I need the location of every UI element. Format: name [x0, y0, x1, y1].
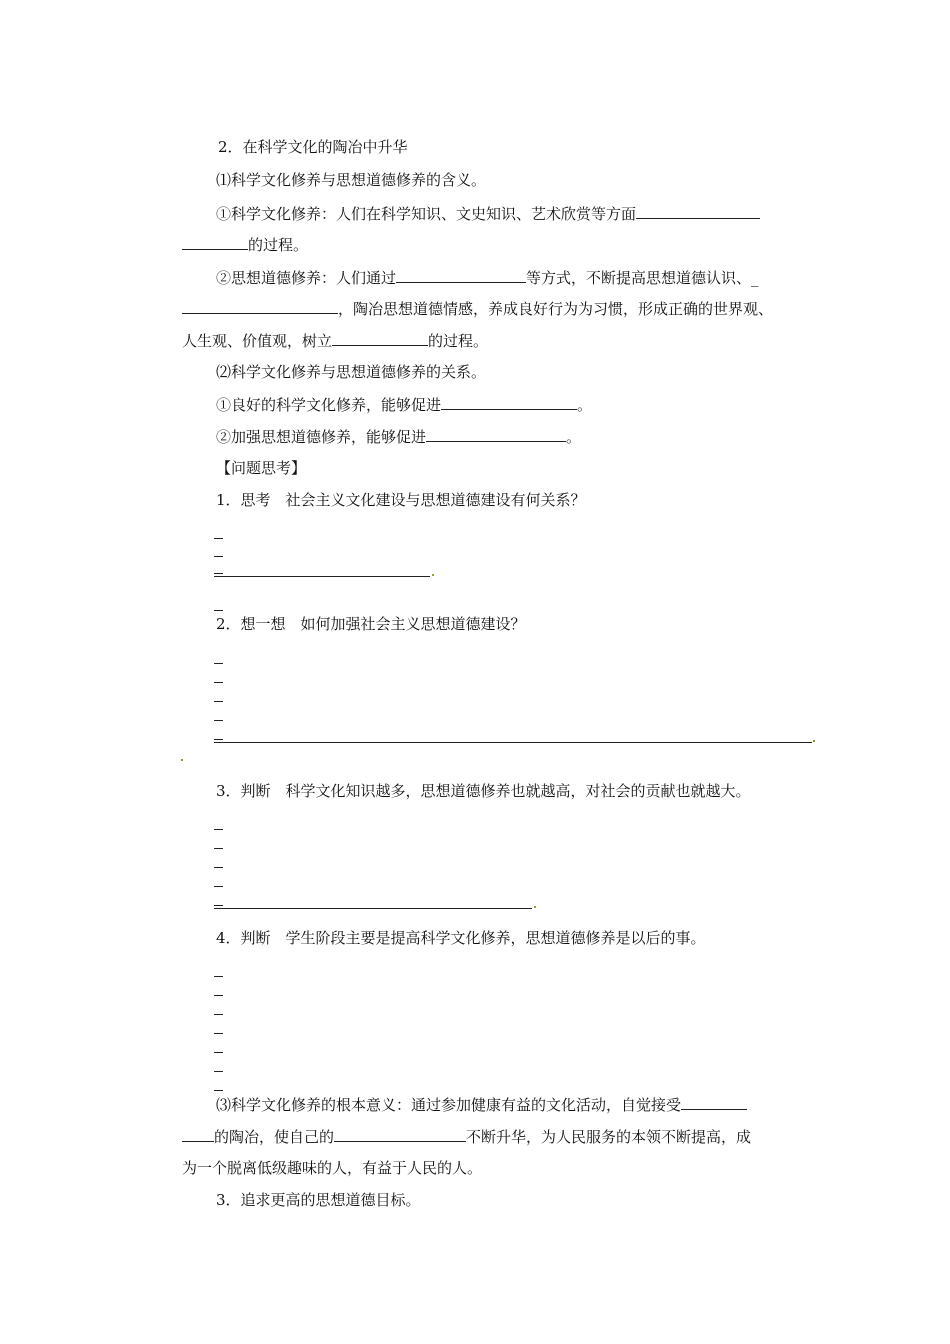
- section-2-title: 2．在科学文化的陶冶中升华: [218, 138, 408, 156]
- relation-2-end: 。: [566, 428, 582, 446]
- blank: [334, 1126, 466, 1142]
- answer-line: [214, 742, 812, 743]
- blank: [681, 1094, 747, 1110]
- item-2-text-cont: ，陶冶思想道德情感，养成良好行为为习惯，形成正确的世界观、: [338, 300, 774, 318]
- answer-dash: [214, 1014, 223, 1015]
- blank: [396, 267, 526, 283]
- answer-dash: [214, 905, 223, 906]
- question-1: 1．思考 社会主义文化建设与思想道德建设有何关系？: [216, 491, 586, 509]
- answer-dash: [214, 829, 223, 830]
- item-1-text-end: 的过程。: [248, 236, 309, 254]
- answer-dash: [214, 976, 223, 977]
- answer-dash: [214, 886, 223, 887]
- answer-dash: [214, 720, 223, 721]
- question-3: 3．判断 科学文化知识越多，思想道德修养也就越高，对社会的贡献也就越大。: [216, 782, 751, 800]
- item-2-text: ②思想道德修养：人们通过: [216, 269, 397, 287]
- relation-2-text: ②加强思想道德修养，能够促进: [216, 428, 427, 446]
- part-3-line-3: 为一个脱离低级趣味的人，有益于人民的人。: [182, 1159, 483, 1177]
- mark-dot: [534, 906, 536, 908]
- blank: [636, 203, 760, 219]
- item-2-line-2: [182, 298, 773, 319]
- item-1-line-1: [216, 203, 760, 224]
- answer-dash: [214, 701, 223, 702]
- blank: [182, 234, 248, 250]
- answer-dash: [214, 573, 223, 574]
- part-3-text: ⑶科学文化修养的根本意义：通过参加健康有益的文化活动，自觉接受: [216, 1096, 682, 1114]
- item-2-text-mid: 等方式，不断提高思想道德认识、_: [526, 269, 759, 287]
- item-2-text-views: 人生观、价值观，树立: [182, 332, 333, 350]
- part-3-text-mid: 的陶冶，使自己的: [214, 1128, 335, 1146]
- answer-dash: [214, 682, 223, 683]
- item-1-text: ①科学文化修养：人们在科学知识、文史知识、艺术欣赏等方面: [216, 205, 637, 223]
- relation-1: [216, 394, 592, 415]
- answer-dash: [214, 556, 223, 557]
- mark-dot: [181, 759, 183, 761]
- blank: [182, 1126, 214, 1142]
- section-heading: 【问题思考】: [216, 459, 307, 477]
- answer-line: [214, 576, 430, 577]
- answer-dash: [214, 1052, 223, 1053]
- answer-dash: [214, 739, 223, 740]
- question-2: 2．想一想 如何加强社会主义思想道德建设？: [216, 615, 526, 633]
- item-2-text-end: 的过程。: [428, 332, 489, 350]
- part-3-text-cont: 不断升华，为人民服务的本领不断提高，成: [466, 1128, 752, 1146]
- answer-dash: [214, 848, 223, 849]
- answer-dash: [214, 995, 223, 996]
- mark-dot: [813, 740, 815, 742]
- answer-dash: [214, 663, 223, 664]
- answer-dash: [214, 867, 223, 868]
- part-1-title: ⑴科学文化修养与思想道德修养的含义。: [216, 171, 487, 189]
- mark-dot: [432, 574, 434, 576]
- answer-dash: [214, 610, 223, 611]
- question-4: 4．判断 学生阶段主要是提高科学文化修养，思想道德修养是以后的事。: [216, 929, 706, 947]
- relation-2: [216, 426, 581, 447]
- item-2-line-3: [182, 330, 488, 351]
- part-3-line-1: [216, 1094, 747, 1115]
- item-1-line-2: [182, 234, 308, 255]
- relation-1-text: ①良好的科学文化修养，能够促进: [216, 396, 442, 414]
- answer-dash: [214, 538, 223, 539]
- blank: [441, 394, 577, 410]
- section-3-title: 3．追求更高的思想道德目标。: [216, 1191, 421, 1209]
- answer-line: [214, 908, 532, 909]
- blank: [182, 298, 338, 314]
- answer-dash: [214, 1090, 223, 1091]
- blank: [332, 330, 428, 346]
- answer-dash: [214, 1071, 223, 1072]
- blank: [426, 426, 566, 442]
- answer-dash: [214, 1033, 223, 1034]
- part-2-title: ⑵科学文化修养与思想道德修养的关系。: [216, 363, 487, 381]
- part-3-line-2: [182, 1126, 751, 1147]
- item-2-line-1: [216, 267, 759, 288]
- relation-1-end: 。: [577, 396, 593, 414]
